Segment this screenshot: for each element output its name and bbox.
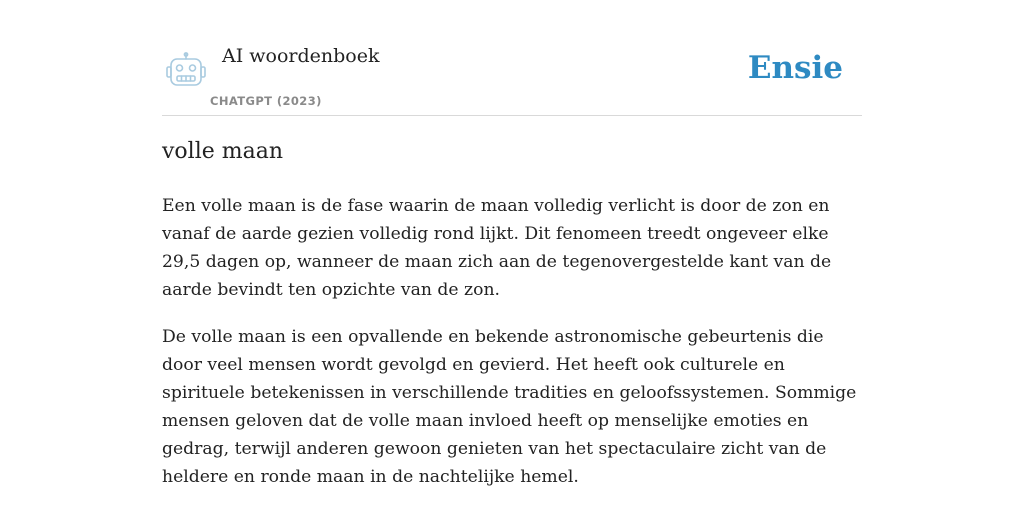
brand-logo[interactable]: Ensie — [747, 50, 843, 86]
site-title[interactable]: AI woordenboek — [222, 45, 380, 67]
definition-paragraph: De volle maan is een opvallende en bekende astronomische gebeurtenis die door veel mensen wordt gevolgd en gevierd. Het heeft ook culturele en spirituele betekenissen in verschillende tradities en geloofssystemen. Sommige mensen geloven dat de volle maan invloed heeft op menselijke emoties en gedrag, terwijl anderen gewoon genieten van het spectaculaire zicht van de heldere en ronde maan in de nachtelijke hemel. — [162, 327, 857, 487]
entry-definition — [162, 192, 862, 510]
source-label: CHATGPT (2023) — [210, 94, 322, 108]
entry-term: volle maan — [162, 139, 284, 164]
robot-icon — [166, 52, 206, 88]
header — [162, 40, 862, 116]
definition-paragraph: Een volle maan is de fase waarin de maan volledig verlicht is door de zon en vanaf de aarde gezien volledig rond lijkt. Dit fenomeen treedt ongeveer elke 29,5 dagen op, wanneer de maan zich aan de tegenovergestelde kant van de aarde bevindt ten opzichte van de zon. — [162, 196, 832, 300]
